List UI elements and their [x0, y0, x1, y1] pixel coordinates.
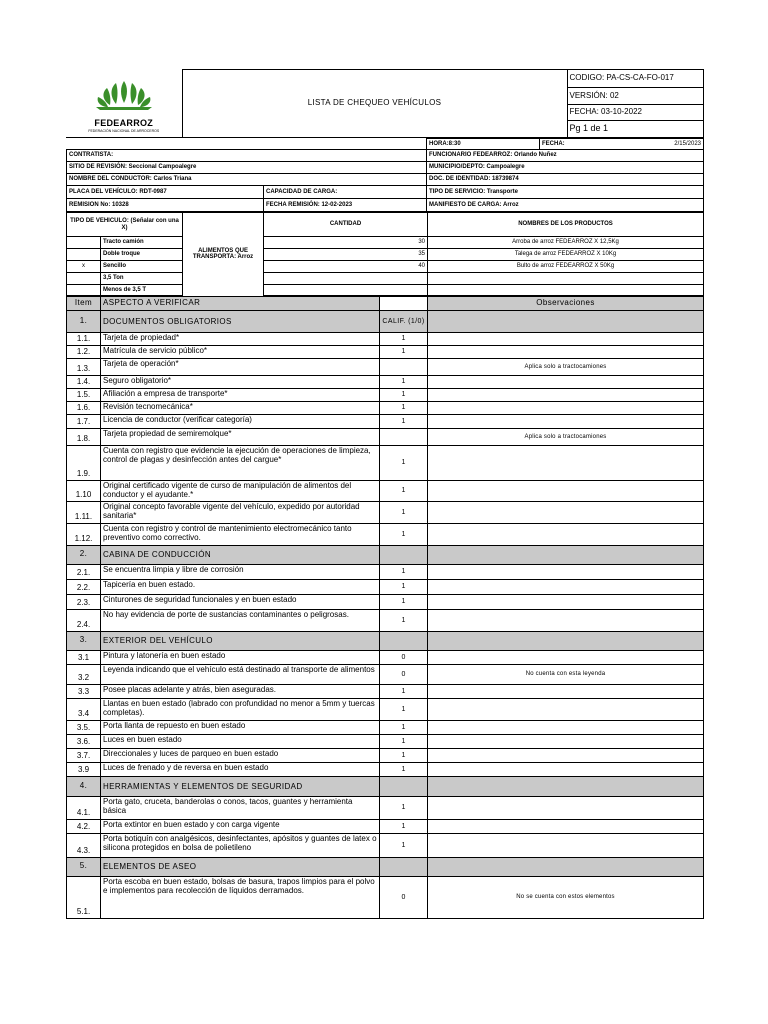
item-aspect: Porta escoba en buen estado, bolsas de basura, trapos limpios para el polvo e implementos para recolección de líquidos derramados. — [101, 877, 380, 919]
item-number: 4. — [67, 777, 101, 797]
item-calificacion[interactable]: 1 — [380, 389, 428, 402]
logo-subtitle: FEDERACIÓN NACIONAL DE ARROCEROS — [88, 128, 160, 133]
item-calificacion[interactable]: 1 — [380, 595, 428, 610]
item-aspect: Revisión tecnomecánica* — [101, 402, 380, 415]
checklist-form — [66, 69, 703, 919]
item-calificacion[interactable]: 1 — [380, 524, 428, 546]
item-calificacion[interactable]: 1 — [380, 763, 428, 777]
item-calificacion[interactable]: 0 — [380, 877, 428, 919]
product-name: Bulto de arroz FEDEARROZ X 50Kg — [428, 261, 704, 273]
section-row — [67, 311, 704, 333]
item-calificacion[interactable]: 1 — [380, 446, 428, 481]
item-aspect: Se encuentra limpia y libre de corrosión — [101, 565, 380, 580]
item-number: 2.4. — [67, 610, 101, 632]
vehicle-type-name: 3,5 Ton — [101, 273, 183, 285]
vehicle-qty: 35 — [264, 249, 428, 261]
item-number: 3.3 — [67, 685, 101, 699]
vehicle-qty: 40 — [264, 261, 428, 273]
table-row — [67, 834, 704, 858]
item-calificacion[interactable]: 1 — [380, 610, 428, 632]
item-observacion — [428, 546, 704, 565]
item-calificacion[interactable]: 1 — [380, 685, 428, 699]
table-row — [67, 429, 704, 446]
product-name: Talega de arroz FEDEARROZ X 10Kg — [428, 249, 704, 261]
item-observacion — [428, 415, 704, 429]
item-observacion — [428, 481, 704, 502]
item-number: 4.2. — [67, 820, 101, 834]
table-row — [67, 763, 704, 777]
item-number: 1.10 — [67, 481, 101, 502]
item-number: 2.2. — [67, 580, 101, 595]
item-aspect: Seguro obligatorio* — [101, 376, 380, 389]
item-calificacion[interactable] — [380, 858, 428, 877]
item-calificacion[interactable] — [380, 777, 428, 797]
item-aspect: Tarjeta propiedad de semiremolque* — [101, 429, 380, 446]
table-row — [67, 402, 704, 415]
item-aspect: Tapicería en buen estado. — [101, 580, 380, 595]
funcionario-field: FUNCIONARIO FEDEARROZ: Orlando Nuñez — [427, 150, 704, 162]
item-observacion — [428, 402, 704, 415]
item-aspect: CABINA DE CONDUCCIÓN — [101, 546, 380, 565]
product-name — [428, 273, 704, 285]
item-number: 1.5. — [67, 389, 101, 402]
item-calificacion[interactable]: 1 — [380, 565, 428, 580]
item-observacion — [428, 834, 704, 858]
fecha-remision-field: FECHA REMISIÓN: 12-02-2023 — [264, 199, 427, 212]
vehicle-type-name: Doble troque — [101, 249, 183, 261]
col-calif-header — [380, 297, 428, 311]
productos-label: NOMBRES DE LOS PRODUCTOS — [428, 213, 704, 237]
item-observacion — [428, 346, 704, 359]
table-row — [67, 580, 704, 595]
item-aspect: Original concepto favorable vigente del vehículo, expedido por autoridad sanitaria* — [101, 502, 380, 524]
item-observacion — [428, 610, 704, 632]
item-observacion: No cuenta con esta leyenda — [428, 665, 704, 685]
item-aspect: HERRAMIENTAS Y ELEMENTOS DE SEGURIDAD — [101, 777, 380, 797]
table-row — [67, 877, 704, 919]
table-row — [67, 610, 704, 632]
item-observacion — [428, 524, 704, 546]
fecha-label: FECHA: — [542, 141, 565, 147]
item-number: 2. — [67, 546, 101, 565]
item-calificacion[interactable]: 1 — [380, 834, 428, 858]
item-aspect: ELEMENTOS DE ASEO — [101, 858, 380, 877]
item-observacion — [428, 595, 704, 610]
item-calificacion[interactable]: 1 — [380, 402, 428, 415]
item-aspect: Direccionales y luces de parqueo en buen estado — [101, 749, 380, 763]
item-aspect: Cinturones de seguridad funcionales y en buen estado — [101, 595, 380, 610]
item-calificacion[interactable]: 1 — [380, 481, 428, 502]
item-number: 3.1 — [67, 651, 101, 665]
item-number: 4.3. — [67, 834, 101, 858]
item-aspect: No hay evidencia de porte de sustancias contaminantes o peligrosas. — [101, 610, 380, 632]
item-number: 3. — [67, 632, 101, 651]
item-calificacion[interactable] — [380, 429, 428, 446]
item-aspect: Porta gato, cruceta, banderolas o conos, tacos, guantes y herramienta básica — [101, 797, 380, 820]
page-title: LISTA DE CHEQUEO VEHÍCULOS — [182, 70, 567, 138]
item-calificacion[interactable]: 1 — [380, 376, 428, 389]
col-item-header: Item — [67, 297, 101, 311]
item-observacion — [428, 777, 704, 797]
item-observacion — [428, 446, 704, 481]
item-calificacion[interactable] — [380, 359, 428, 376]
item-number: 3.5. — [67, 721, 101, 735]
table-row — [67, 446, 704, 481]
table-row — [67, 735, 704, 749]
item-observacion: No se cuenta con estos elementos — [428, 877, 704, 919]
item-observacion: Aplica solo a tractocamiones — [428, 429, 704, 446]
tipo-servicio-field: TIPO DE SERVICIO: Transporte — [427, 186, 704, 199]
item-observacion — [428, 858, 704, 877]
item-calificacion[interactable] — [380, 632, 428, 651]
item-calificacion[interactable]: 1 — [380, 735, 428, 749]
hora-field: HORA:8:30 — [427, 139, 540, 149]
item-calificacion[interactable]: 0 — [380, 651, 428, 665]
item-observacion — [428, 580, 704, 595]
table-row — [67, 415, 704, 429]
item-observacion: Aplica solo a tractocamiones — [428, 359, 704, 376]
item-number: 1.11. — [67, 502, 101, 524]
section-row — [67, 777, 704, 797]
item-calificacion[interactable]: CALIF. (1/0) — [380, 311, 428, 333]
placa-field: PLACA DEL VEHÍCULO: RDT-0987 — [67, 186, 264, 199]
table-row — [67, 502, 704, 524]
item-observacion — [428, 763, 704, 777]
capacidad-field: CAPACIDAD DE CARGA: — [264, 186, 427, 199]
table-row — [67, 797, 704, 820]
vehicle-mark[interactable] — [67, 285, 101, 296]
item-calificacion[interactable]: 1 — [380, 580, 428, 595]
cantidad-label: CANTIDAD — [264, 213, 428, 237]
alimentos-label: ALIMENTOS QUE TRANSPORTA: Arroz — [183, 213, 264, 296]
vehicle-qty — [264, 285, 428, 296]
item-aspect: Porta llanta de repuesto en buen estado — [101, 721, 380, 735]
item-aspect: Luces en buen estado — [101, 735, 380, 749]
item-aspect: Tarjeta de operación* — [101, 359, 380, 376]
table-row — [67, 346, 704, 359]
vehicle-mark[interactable]: x — [67, 261, 101, 273]
item-calificacion[interactable]: 1 — [380, 820, 428, 834]
item-aspect: Original certificado vigente de curso de manipulación de alimentos del conductor y el ayudante.* — [101, 481, 380, 502]
item-aspect: Afiliación a empresa de transporte* — [101, 389, 380, 402]
tipo-vehiculo-label: TIPO DE VEHICULO: (Señalar con una X) — [67, 213, 183, 237]
table-row — [67, 595, 704, 610]
table-row — [67, 481, 704, 502]
vehicle-type-name: Sencillo — [101, 261, 183, 273]
item-number: 2.1. — [67, 565, 101, 580]
vehicle-qty — [264, 273, 428, 285]
sitio-field: SITIO DE REVISIÓN: Seccional Campoalegre — [67, 162, 427, 174]
item-calificacion[interactable]: 1 — [380, 346, 428, 359]
item-observacion — [428, 502, 704, 524]
product-name: Arroba de arroz FEDEARROZ X 12,5Kg — [428, 237, 704, 249]
item-calificacion[interactable]: 0 — [380, 665, 428, 685]
item-aspect: Licencia de conductor (verificar categoría) — [101, 415, 380, 429]
vehicle-qty: 30 — [264, 237, 428, 249]
item-aspect: Cuenta con registro que evidencie la ejecución de operaciones de limpieza, control de plagas y desinfección antes del cargue* — [101, 446, 380, 481]
item-observacion — [428, 376, 704, 389]
item-number: 1.12. — [67, 524, 101, 546]
item-observacion — [428, 389, 704, 402]
item-observacion — [428, 820, 704, 834]
table-row — [67, 651, 704, 665]
item-aspect: Tarjeta de propiedad* — [101, 333, 380, 346]
item-observacion — [428, 721, 704, 735]
table-row — [67, 359, 704, 376]
item-number: 3.9 — [67, 763, 101, 777]
item-number: 1.1. — [67, 333, 101, 346]
item-aspect: Leyenda indicando que el vehículo está destinado al transporte de alimentos — [101, 665, 380, 685]
fecha-doc: FECHA: 03-10-2022 — [567, 105, 703, 121]
item-calificacion[interactable]: 1 — [380, 502, 428, 524]
item-observacion — [428, 685, 704, 699]
form-header — [66, 69, 704, 138]
item-number: 4.1. — [67, 797, 101, 820]
section-row — [67, 632, 704, 651]
vehicle-mark[interactable] — [67, 249, 101, 261]
table-row — [67, 685, 704, 699]
item-number: 1.3. — [67, 359, 101, 376]
table-row — [67, 565, 704, 580]
checklist-table — [66, 296, 704, 919]
item-observacion — [428, 333, 704, 346]
item-number: 1.8. — [67, 429, 101, 446]
item-number: 1.6. — [67, 402, 101, 415]
item-observacion — [428, 565, 704, 580]
vehicle-mark[interactable] — [67, 273, 101, 285]
manifiesto-field: MANIFIESTO DE CARGA: Arroz — [427, 199, 704, 212]
section-row — [67, 546, 704, 565]
table-row — [67, 820, 704, 834]
item-number: 5. — [67, 858, 101, 877]
item-aspect: Porta botiquín con analgésicos, desinfectantes, apósitos y guantes de latex o silicona protegidos en bolsa de polietileno — [101, 834, 380, 858]
logo-name: FEDEARROZ — [94, 118, 154, 129]
table-row — [67, 333, 704, 346]
item-observacion — [428, 632, 704, 651]
table-row — [67, 389, 704, 402]
table-row — [67, 749, 704, 763]
table-row — [67, 699, 704, 721]
item-number: 3.6. — [67, 735, 101, 749]
item-observacion — [428, 651, 704, 665]
item-aspect: Cuenta con registro y control de mantenimiento electromecánico tanto preventivo como correctivo. — [101, 524, 380, 546]
item-number: 3.7. — [67, 749, 101, 763]
conductor-field: NOMBRE DEL CONDUCTOR: Carlos Triana — [67, 174, 427, 186]
item-number: 1.4. — [67, 376, 101, 389]
remision-field: REMISION No: 10328 — [67, 199, 264, 212]
item-aspect: DOCUMENTOS OBLIGATORIOS — [101, 311, 380, 333]
codigo: CODIGO: PA-CS-CA-FO-017 — [567, 70, 703, 88]
section-row — [67, 858, 704, 877]
item-observacion — [428, 749, 704, 763]
vehicle-type-name: Tracto camión — [101, 237, 183, 249]
item-number: 2.3. — [67, 595, 101, 610]
doc-field: DOC. DE IDENTIDAD: 18739874 — [427, 174, 704, 186]
col-obs-header: Observaciones — [428, 297, 704, 311]
item-number: 1.7. — [67, 415, 101, 429]
item-calificacion[interactable]: 1 — [380, 333, 428, 346]
version: VERSIÓN: 02 — [567, 88, 703, 105]
item-calificacion[interactable]: 1 — [380, 721, 428, 735]
item-aspect: Porta extintor en buen estado y con carga vigente — [101, 820, 380, 834]
municipio-field: MUNICIPIO/DEPTO: Campoalegre — [427, 162, 704, 174]
item-number: 1.2. — [67, 346, 101, 359]
item-number: 3.4 — [67, 699, 101, 721]
item-aspect: Llantas en buen estado (labrado con profundidad no menor a 5mm y tuercas completas). — [101, 699, 380, 721]
item-calificacion[interactable] — [380, 546, 428, 565]
page-number: Pg 1 de 1 — [567, 121, 703, 138]
item-aspect: Posee placas adelante y atrás, bien aseguradas. — [101, 685, 380, 699]
product-name — [428, 285, 704, 296]
contratista-field: CONTRATISTA: — [67, 150, 427, 162]
item-calificacion[interactable]: 1 — [380, 699, 428, 721]
item-number: 5.1. — [67, 877, 101, 919]
table-row — [67, 665, 704, 685]
vehicle-type-name: Menos de 3,5 T — [101, 285, 183, 296]
item-calificacion[interactable]: 1 — [380, 749, 428, 763]
item-observacion — [428, 311, 704, 333]
item-calificacion[interactable]: 1 — [380, 415, 428, 429]
item-observacion — [428, 735, 704, 749]
item-number: 1. — [67, 311, 101, 333]
logo-cell — [66, 70, 182, 138]
fecha-value: 2/15/2023 — [674, 141, 701, 147]
vehicle-mark[interactable] — [67, 237, 101, 249]
item-number: 1.9. — [67, 446, 101, 481]
item-aspect: Matrícula de servicio público* — [101, 346, 380, 359]
table-row — [67, 376, 704, 389]
table-row — [67, 721, 704, 735]
checklist-body — [67, 311, 704, 919]
item-aspect: EXTERIOR DEL VEHÍCULO — [101, 632, 380, 651]
info-block — [66, 138, 704, 212]
table-row — [67, 524, 704, 546]
item-aspect: Luces de frenado y de reversa en buen estado — [101, 763, 380, 777]
item-calificacion[interactable]: 1 — [380, 797, 428, 820]
col-aspecto-header: ASPECTO A VERIFICAR — [101, 297, 380, 311]
item-observacion — [428, 797, 704, 820]
item-aspect: Pintura y latonería en buen estado — [101, 651, 380, 665]
vehicle-block — [66, 212, 704, 296]
item-observacion — [428, 699, 704, 721]
item-number: 3.2 — [67, 665, 101, 685]
